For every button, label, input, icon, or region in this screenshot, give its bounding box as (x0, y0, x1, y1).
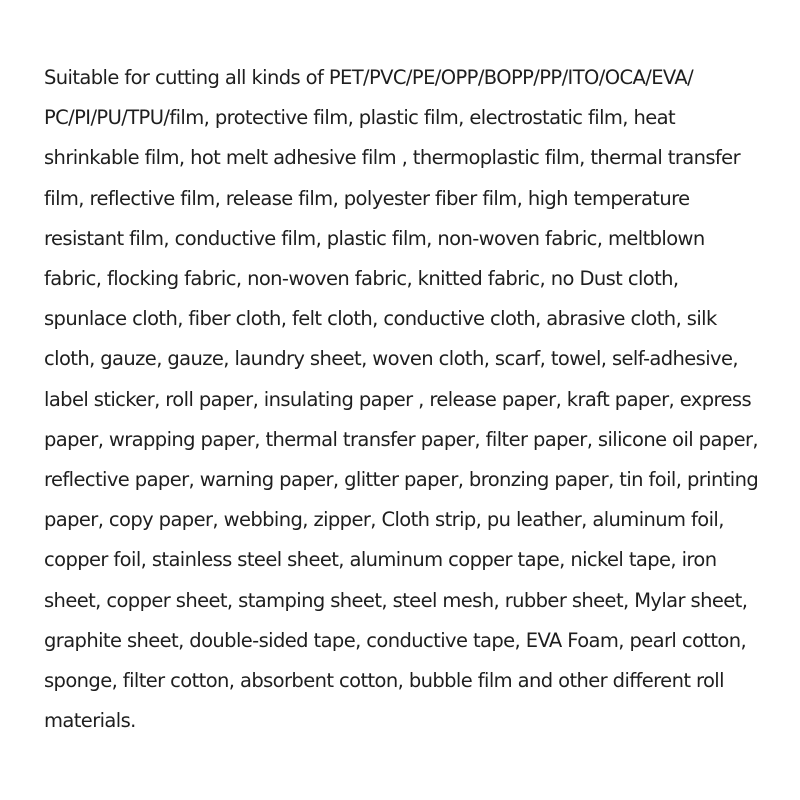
paragraph-line-4: film, reflective film, release film, polyester fiber film, high temperature (44, 186, 690, 210)
paragraph-line-11: reflective paper, warning paper, glitter paper, bronzing paper, tin foil, printing (44, 468, 759, 492)
paragraph-line-12: paper, copy paper, webbing, zipper, Cloth strip, pu leather, aluminum foil, (44, 508, 724, 532)
paragraph-line-14: sheet, copper sheet, stamping sheet, steel mesh, rubber sheet, Mylar sheet, (44, 588, 748, 612)
paragraph-line-9: label sticker, roll paper, insulating paper , release paper, kraft paper, express (44, 387, 751, 411)
paragraph-line-3: shrinkable film, hot melt adhesive film , thermoplastic film, thermal transfer (44, 146, 741, 170)
paragraph-line-15: graphite sheet, double-sided tape, conductive tape, EVA Foam, pearl cotton, (44, 628, 747, 652)
paragraph-line-16: sponge, filter cotton, absorbent cotton, bubble film and other different roll (44, 669, 724, 693)
paragraph-line-7: spunlace cloth, fiber cloth, felt cloth, conductive cloth, abrasive cloth, silk (44, 307, 717, 331)
paragraph-line-1: Suitable for cutting all kinds of PET/PVC/PE/OPP/BOPP/PP/ITO/OCA/EVA/ (44, 66, 694, 89)
paragraph-line-8: cloth, gauze, gauze, laundry sheet, woven cloth, scarf, towel, self-adhesive, (44, 347, 738, 371)
paragraph-line-5: resistant film, conductive film, plastic film, non-woven fabric, meltblown (44, 226, 705, 250)
paragraph-line-17: materials. (44, 709, 136, 733)
paragraph-line-13: copper foil, stainless steel sheet, aluminum copper tape, nickel tape, iron (44, 548, 717, 572)
paragraph-line-6: fabric, flocking fabric, non-woven fabric, knitted fabric, no Dust cloth, (44, 267, 679, 291)
materials-paragraph (44, 58, 770, 741)
paragraph-line-10: paper, wrapping paper, thermal transfer paper, filter paper, silicone oil paper, (44, 427, 758, 451)
paragraph-line-2: PC/PI/PU/TPU/film, protective film, plastic film, electrostatic film, heat (44, 106, 676, 130)
